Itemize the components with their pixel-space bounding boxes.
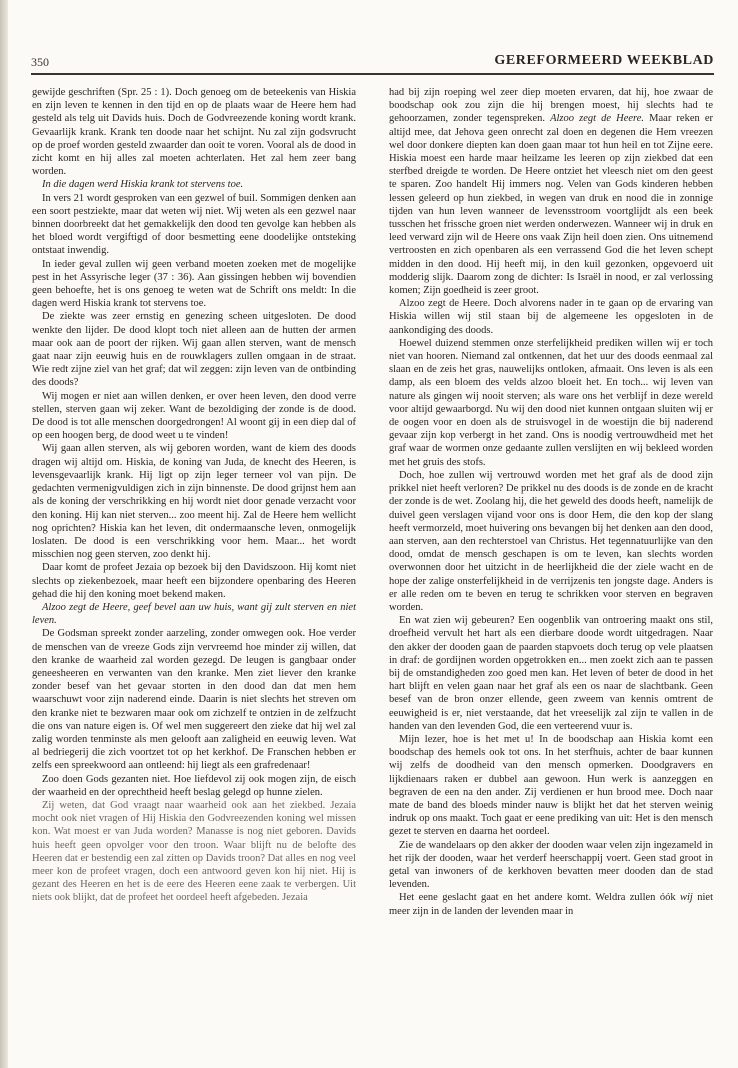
italic-text: wij: [680, 892, 693, 904]
paragraph-text: had bij zijn roeping wel zeer diep moeten ervaren, dat hij, hoe zwaar de boodschap ook zou zijn die hij brengen moest, hij slechts had te gehoorzamen, zonder tegenspreken.: [389, 87, 713, 125]
paragraph: [389, 86, 713, 297]
right-column: [389, 86, 713, 1046]
italic-text: In die dagen werd Hiskia krank tot stervens toe.: [42, 179, 244, 191]
paragraph: De ziekte was zeer ernstig en genezing scheen uitgesloten. De dood wenkte den lijder. De dood klopt toch niet alleen aan de hutten der armen maar ook aan de poort der rijken. Wij gaan allen sterven, want de mensch gaat naar zijn eeuwig huis en de rouwklagers zullen omgaan in de straat. Wie redt zijne ziel van het graf; dat wil zeggen: zijn leven van de ontbinding des doods?: [32, 311, 356, 389]
paragraph: [32, 178, 356, 191]
paragraph: In vers 21 wordt gesproken van een gezwel of buil. Sommigen denken aan een soort pestziekte, maar dat weten wij niet. Wij weten als een gezwel naar binnen doorbreekt dat het gemakkelijk den dood ten gevolge kan hebben als het bloed wordt vergiftigd of door besmetting eene doodelijke ontsteking ontstaat inwendig.: [32, 192, 356, 257]
paragraph: [32, 601, 356, 627]
header-divider: [31, 73, 714, 75]
paragraph: Doch, hoe zullen wij vertrouwd worden met het graf als de dood zijn prikkel niet heeft verloren? De prikkel nu des doods is de zonde en de kracht der zonde is de wet. Zoolang hij, die het geweld des doods heeft, namelijk de duivel geen verslagen vijand voor ons is door Hem, die den kop der slang heeft vermorzeld, moet huivering ons bevangen bij het denken aan den dood, aan sterven, aan den rechterstoel van Christus. Het tegennatuurlijke van den dood, omdat de mensch geschapen is om te leven, kan slechts worden overwonnen door het uitzicht in de heerlijkheid die der ziele wacht en de hope der zalige onsterfelijkheid in de verrijzenis ten jongste dage. Anders is er alle reden om te beven en terug te schrikken voor sterven en begraven worden.: [389, 469, 713, 613]
paragraph: Mijn lezer, hoe is het met u! In de boodschap aan Hiskia komt een boodschap des hemels ook tot ons. In het sterfhuis, achter de baar kunnen wij zelfs de doodheid van den mensch opmerken. Doodgravers en lijkdienaars raken er dubbel aan gewoon. Hun werk is aanzeggen en begraven de een na den ander. Zij verdienen er hun brood mee. Doch naar mate de band des bloeds minder nauw is blijkt het dat het sterven weinig indruk op ons maakt. Toch gaat er eene prediking van uit: Het is den mensch gezet te sterven en daarna het oordeel.: [389, 733, 713, 838]
paragraph: gewijde geschriften (Spr. 25 : 1). Doch genoeg om de beteekenis van Hiskia en zijn leven te kennen in den tijd en op de plaats waar de Heere hem had gesteld als telg uit Davids huis. Doch de Godvreezende koning wordt krank. Gevaarlijk krank. Krank ten doode naar het schijnt. Nu zal zijn godsvrucht op de proef worden gesteld zwaarder dan ooit te voren. Vooral als de dood in zicht komt en hij alles zal moeten achterlaten. Het zal hem zeer bang worden.: [32, 87, 356, 178]
page-edge-shadow: [0, 0, 8, 1068]
journal-title: GEREFORMEERD WEEKBLAD: [494, 53, 714, 68]
paragraph: De Godsman spreekt zonder aarzeling, zonder omwegen ook. Hoe verder de menschen van de vreeze Gods zijn vervreemd hoe minder zij willen, dat den kranke de waarheid zal worden gezegd. De leugen is gangbaar onder geneesheeren en verwanten van den kranke. Men ziet liever den kranke zonder besef van het gevaar storten in den dood dan dat men hem waarschuwt voor zijn naderend einde. Daarin is niet slechts het streven om den kranke niet te bezwaren maar ook om zichzelf te ontzien in de zelfzucht die ons van nature eigen is. Of wel men suggereert den zieke dat hij wel zal zalig worden tenminste als men gelooft aan zaligheid en eeuwig leven. Wat al bedriegerij die zich voortzet tot op het kerkhof. De Franschen hebben er zelfs een spreekwoord aan ontleend: hij liegt als een grafredenaar!: [32, 628, 356, 772]
paragraph: Hoewel duizend stemmen onze sterfelijkheid prediken willen wij er toch niet van hooren. Niemand zal ontkennen, dat het uur des doods eenmaal zal slaan en de zeis het gras, nauwelijks ontloken, afmaait. Ons leven is als een damp, als een bloem des velds alzoo bloeit het. En toch... wij leven van nature als gingen wij nooit sterven; als ware ons het verblijf in deze wereld voor altijd gewaarborgd. Nu wij den dood niet kunnen ontgaan sluiten wij er de oogen voor en doen als de struisvogel in de woestijn die bij naderend gevaar zijn kop verbergt in het zand. Ons is noodig vertrouwdheid met het graf waar de wormen onze gedaante zullen verslijten en wij bekleed worden met het gruis des stofs.: [389, 337, 713, 468]
paragraph: Zij weten, dat God vraagt naar waarheid ook aan het ziekbed. Jezaia mocht ook niet vragen of Hij Hiskia den Godvreezenden koning wel missen kon. Wat moest er van Juda worden? Manasse is nog niet geboren. Davids huis heeft geen opvolger voor den troon. Waar blijft nu de belofte des Heeren dat er bestendig een zal zitten op Davids troon? Dat alles en nog veel meer kon de profeet vragen, doch een antwoord geven kon hij niet. Hij is gezant des Heeren en het is de eere des Heeren eene zaak te verbergen. Uit niets ook blijkt, dat de profeet het oordeel heeft afgebeden. Jezaia: [32, 799, 356, 904]
paragraph-text: niet meer zijn in de landen der levenden maar in: [389, 892, 713, 917]
page-number: 350: [31, 55, 49, 69]
paragraph: Daar komt de profeet Jezaia op bezoek bij den Davidszoon. Hij komt niet slechts op ziekenbezoek, maar heeft een bijzondere openbaring des Heeren gehad die hij den koning moet bekend maken.: [32, 562, 356, 600]
left-column: [32, 86, 356, 1046]
paragraph: Alzoo zegt de Heere. Doch alvorens nader in te gaan op de ervaring van Hiskia willen wij stil staan bij de algemeene les opgesloten in de aankondiging des doods.: [389, 298, 713, 336]
italic-text: Alzoo zegt de Heere, geef bevel aan uw huis, want gij zult sterven en niet leven.: [32, 601, 356, 627]
paragraph: In ieder geval zullen wij geen verband moeten zoeken met de mogelijke pest in het Assyrische leger (37 : 36). Aan gissingen hebben wij bovendien geen behoefte, het is ons genoeg te weten wat de Schrift ons meldt: In die dagen werd Hiskia krank tot stervens toe.: [32, 258, 356, 310]
paragraph: [389, 891, 713, 917]
page-header: [31, 52, 714, 74]
paragraph: Wij gaan allen sterven, als wij geboren worden, want de kiem des doods dragen wij altijd om. Hiskia, de koning van Juda, de knecht des Heeren, is levensgevaarlijk krank. Hij ligt op zijn leger terneer vol van pijn. De gedachten vermenigvuldigen zich in zijn binnenste. De dood grijnst hem aan als de koning der verschrikking en hij wordt niet door genade verzacht voor den koning. Hij kan niet sterven... zoo meent hij. Zal de Heere hem wellicht nog oprichten? Hiskia kan het leven, dit ondermaansche leven, onmogelijk loslaten. De dood is een verschrikking voor hem. Maar... het wordt misschien nog geen sterven, zoo denkt hij.: [32, 443, 356, 561]
paragraph-text: Het eene geslacht gaat en het andere komt. Weldra zullen óók: [399, 892, 676, 904]
paragraph-text: Maar reken er altijd mee, dat Jehova geen onrecht zal doen en degenen die Hem vreezen wel door donkere diepten kan doen gaan maar tot hun heil en tot Zijne eere. Hiskia moest een harde maar heilzame les leeren op zijn ziekbed dat een sterfbed dreigde te worden. De Heere ontziet het vleesch niet om den geest te sparen. Zoo handelt Hij immers nog. Velen van Gods kinderen hebben lessen geleerd op hun ziekbed, in wegen van druk en nood die in zonnige tijden van hun leven wanneer de levensstroom voortglijdt als een beek tusschen het frissche groen niet werden onderwezen. Wanneer wij in druk en leed verward zijn wil de Heere ons vaak Zijn heil doen zien. Ons uitnemend vertroosten en zich openbaren als een verrassend God die het leven schept midden in den dood. Hij heeft mij, in den kuil gezonken, opgevoerd uit modderig slijk. Daarom zong de dichter: Is Israël in nood, er zal verlossing komen; Zijn goedheid is zeer groot.: [389, 113, 713, 297]
italic-text: Alzoo zegt de Heere.: [550, 113, 645, 125]
paragraph: Zoo doen Gods gezanten niet. Hoe liefdevol zij ook mogen zijn, de eisch der waarheid en der oprechtheid heeft beslag gelegd op hunne zielen.: [32, 773, 356, 798]
paragraph: Wij mogen er niet aan willen denken, er over heen leven, den dood verre stellen, sterven gaan wij zeker. Want de bezoldiging der zonde is de dood. De dood is tot alle menschen doorgedrongen! Al woont gij in een diep dal of op een hoogen berg, de dood weet u te vinden!: [32, 390, 356, 442]
paragraph: En wat zien wij gebeuren? Een oogenblik van ontroering maakt ons stil, droefheid vervult het hart als een dierbare doode wordt uitgedragen. Naar den akker der dooden gaan de paarden stapvoets doch terug op vele plaatsen in draf: de gordijnen worden opgetrokken en... men zoekt zich aan te passen bij de omstandigheden zoo goed men kan. Het leven of beter de dood in het hart blijft en velen gaan naar het graf als een os naar de slachtbank. Geen besef van de bron onzer ellende, geen zweem van kennis omtrent de eeuwigheid is er, niet verstaande, dat het vreeselijk zal zijn te vallen in de handen van den levenden God, die een verteerend vuur is.: [389, 615, 713, 732]
paragraph: Zie de wandelaars op den akker der dooden waar velen zijn ingezameld in het rijk der dooden, waar het verderf heerschappij voert. Geen stad groot in getal van inwoners of de kerkhoven bevatten meer dooden dan de stad levenden.: [389, 839, 713, 891]
